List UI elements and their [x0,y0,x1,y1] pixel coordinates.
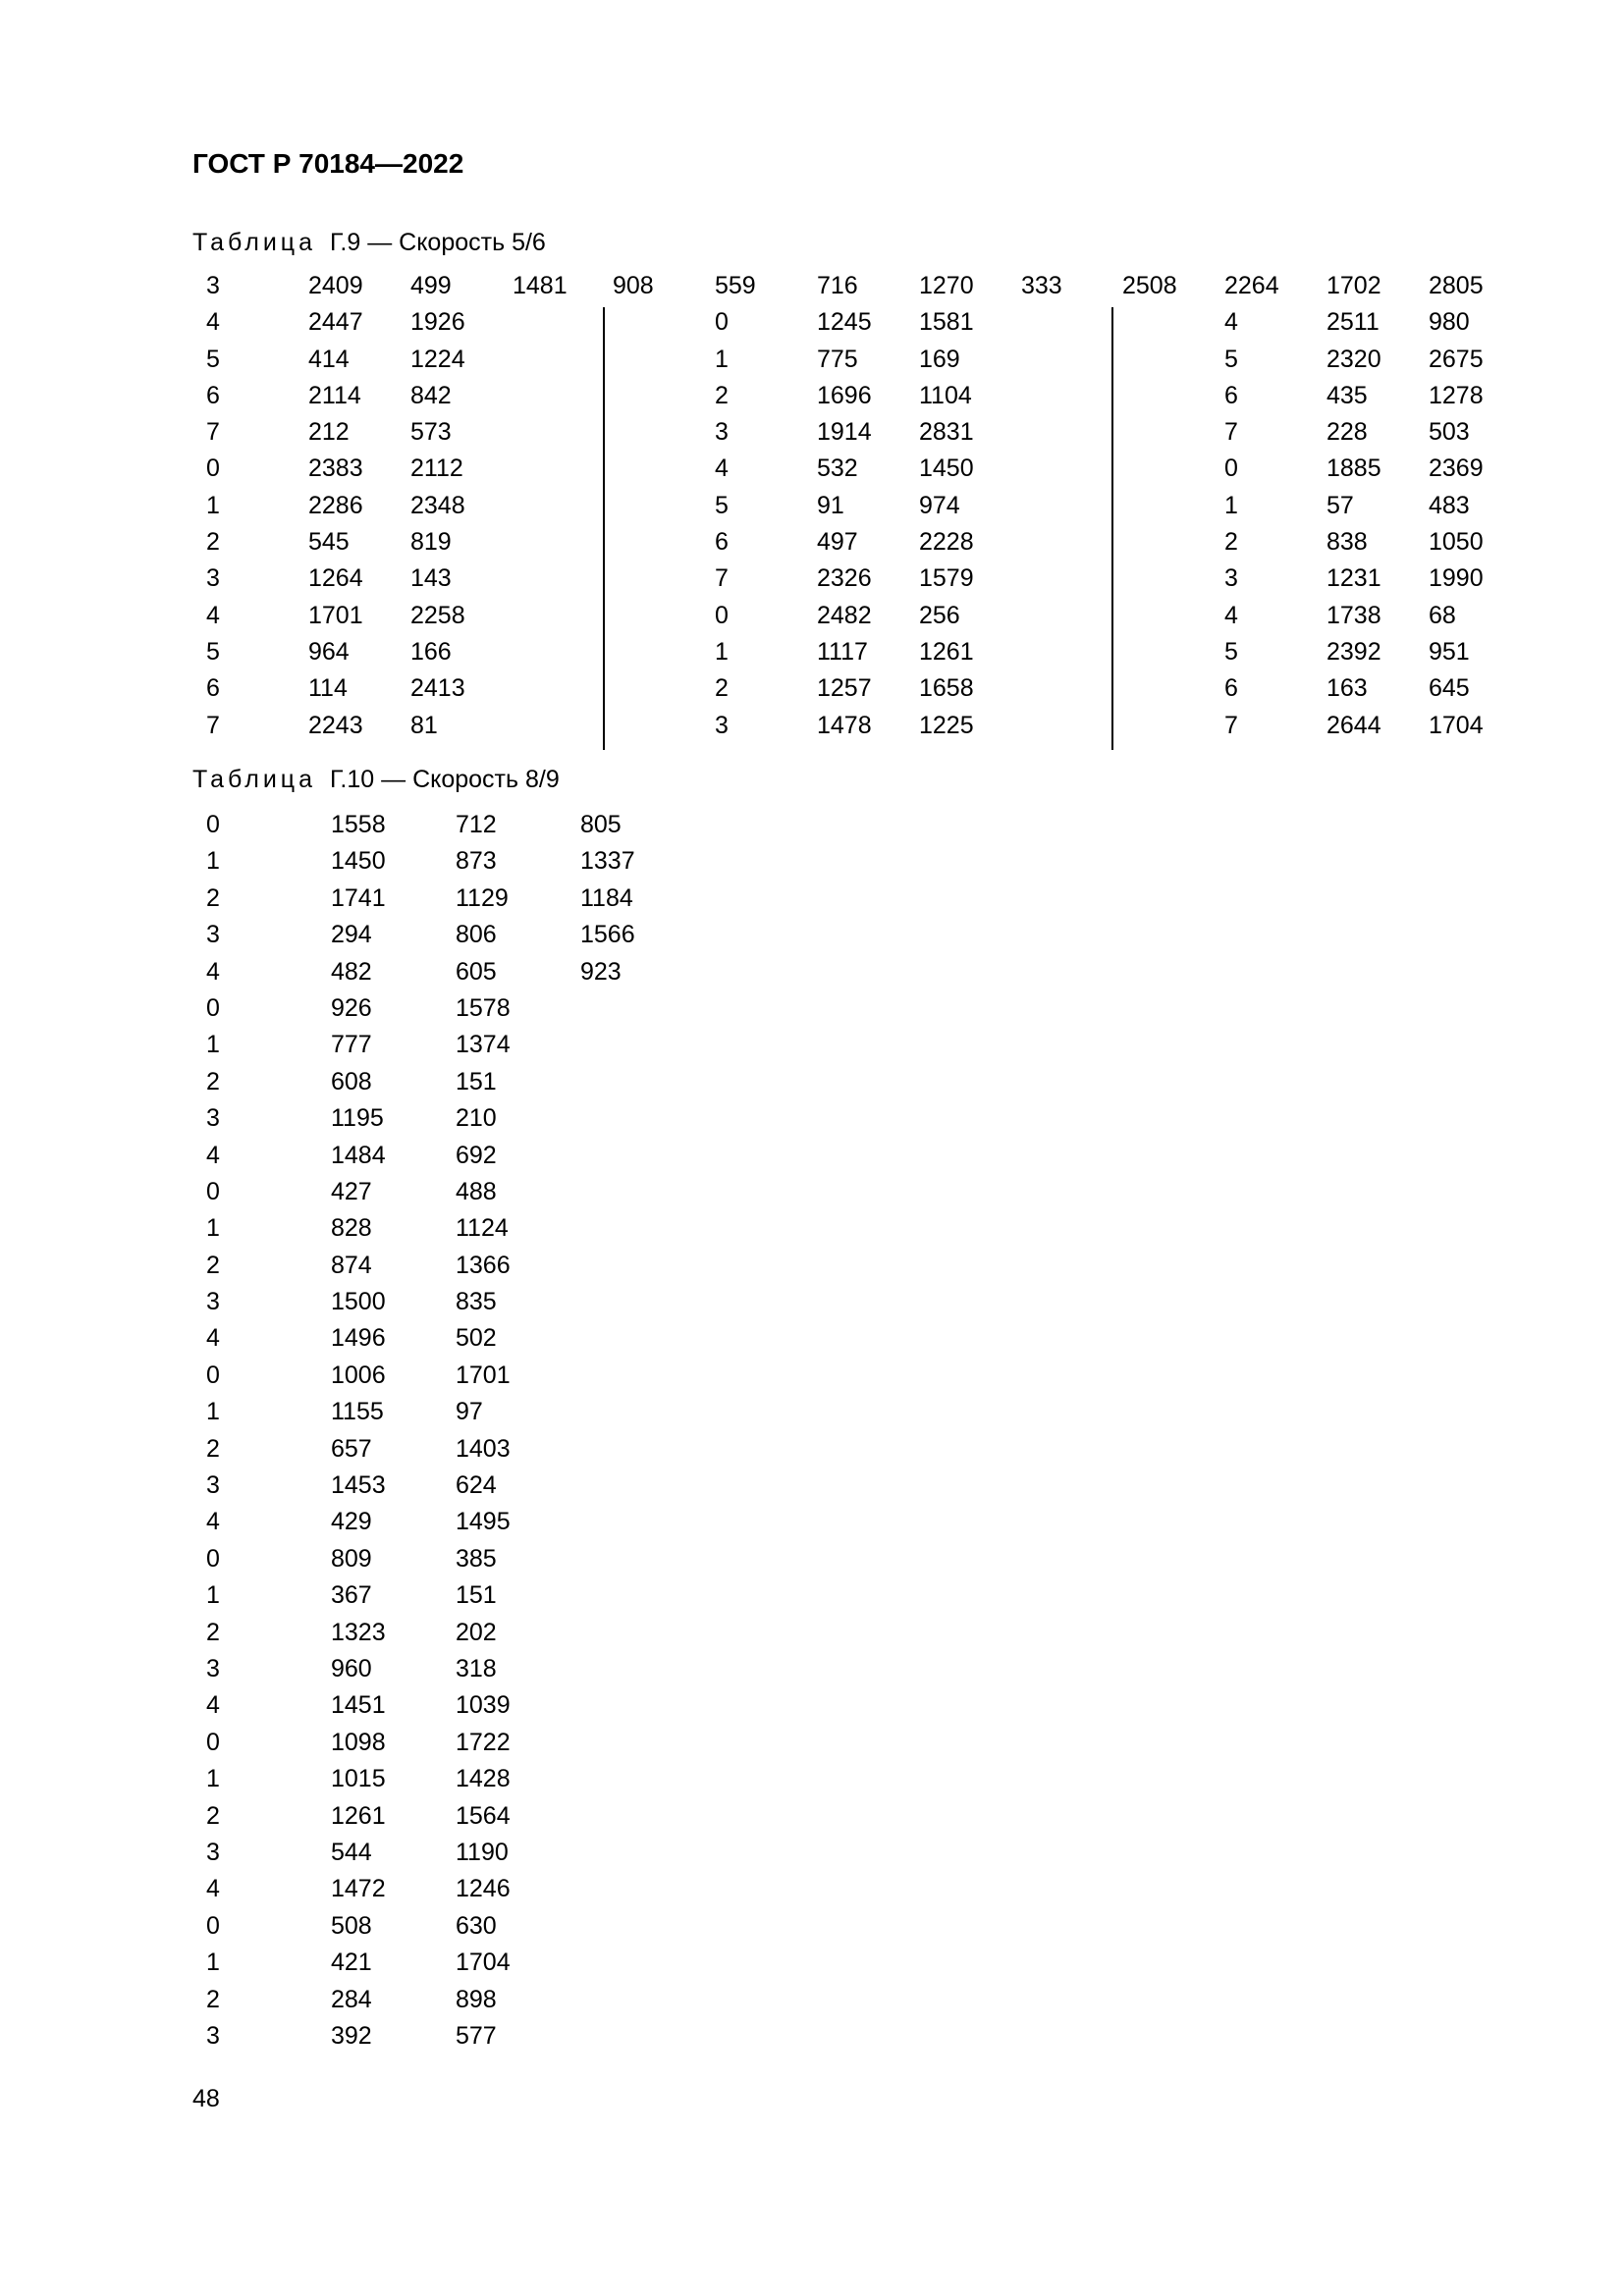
table-cell: 2 [206,1251,220,1279]
table-row [0,673,1624,710]
table-cell: 5 [1224,637,1238,666]
table-cell: 228 [1326,418,1368,447]
table-cell: 91 [817,491,844,519]
table-cell: 2369 [1429,454,1484,483]
table-row [0,417,1624,454]
table-cell: 951 [1429,637,1470,666]
table-cell: 819 [410,528,452,557]
table-cell: 532 [817,454,858,483]
table-cell: 2 [206,1801,220,1830]
column-separator-line [1111,307,1113,750]
table-row [0,1911,1624,1948]
table-row [0,307,1624,344]
table-cell: 624 [456,1471,497,1500]
table-cell: 874 [331,1251,372,1279]
table-cell: 1015 [331,1765,386,1793]
table-10-caption [192,766,560,794]
table-row [0,1397,1624,1433]
table-row [0,271,1624,307]
table-cell: 212 [308,418,350,447]
table-cell: 3 [206,1471,220,1500]
table-cell: 775 [817,345,858,373]
table-row [0,846,1624,882]
table-cell: 0 [206,1728,220,1756]
table-9 [0,271,1624,747]
table-cell: 1374 [456,1031,511,1059]
column-separator-line [603,307,605,750]
table-cell: 898 [456,1985,497,2013]
table-cell: 2409 [308,272,363,299]
table-row [0,2021,1624,2057]
table-cell: 385 [456,1544,497,1573]
table-cell: 1 [715,637,729,666]
table-cell: 2675 [1429,345,1484,373]
table-cell: 414 [308,345,350,373]
table-cell: 1231 [1326,564,1381,593]
table-cell: 1264 [308,564,363,593]
table-row [0,810,1624,846]
table-cell: 6 [206,674,220,703]
table-cell: 2447 [308,308,363,337]
table-cell: 1098 [331,1728,386,1756]
table-cell: 3 [206,564,220,593]
table-cell: 4 [206,1508,220,1536]
table-cell: 3 [206,1838,220,1866]
table-cell: 1246 [456,1875,511,1903]
table-cell: 1 [715,345,729,373]
table-cell: 645 [1429,674,1470,703]
table-cell: 427 [331,1177,372,1205]
table-cell: 573 [410,418,452,447]
table-row [0,345,1624,381]
table-cell: 630 [456,1911,497,1940]
table-cell: 1104 [919,381,972,409]
table-cell: 2 [715,674,729,703]
table-cell: 4 [206,1875,220,1903]
table-cell: 1484 [331,1141,386,1169]
table-cell: 1581 [919,308,974,337]
table-cell: 545 [308,528,350,557]
table-row [0,1985,1624,2021]
table-row [0,1618,1624,1654]
table-cell: 1658 [919,674,974,703]
table-cell: 1403 [456,1434,511,1463]
table-cell: 0 [715,601,729,629]
table-cell: 2348 [410,491,465,519]
table-row [0,883,1624,920]
table-row [0,1728,1624,1764]
table-cell: 1738 [1326,601,1381,629]
table-cell: 2644 [1326,711,1381,739]
table-cell: 1117 [817,637,868,666]
table-row [0,1361,1624,1397]
table-row [0,1287,1624,1323]
table-cell: 1450 [331,847,386,876]
table-cell: 1450 [919,454,974,483]
table-cell: 1451 [331,1691,386,1720]
table-cell: 482 [331,957,372,986]
table-cell: 1 [206,847,220,876]
table-cell: 2228 [919,528,974,557]
table-cell: 68 [1429,601,1456,629]
table-row [0,491,1624,527]
table-cell: 828 [331,1214,372,1243]
table-cell: 0 [206,1361,220,1389]
table-cell: 1481 [513,272,568,299]
table-cell: 1366 [456,1251,511,1279]
table-cell: 1278 [1429,381,1484,409]
table-cell: 0 [206,1544,220,1573]
table-cell: 838 [1326,528,1368,557]
table-cell: 1990 [1429,564,1484,593]
table-cell: 4 [206,1141,220,1169]
table-row [0,637,1624,673]
table-cell: 2508 [1122,272,1177,299]
table-cell: 605 [456,957,497,986]
table-cell: 256 [919,601,960,629]
table-cell: 1245 [817,308,872,337]
page-number: 48 [192,2085,220,2112]
table-row [0,1874,1624,1910]
table-cell: 7 [715,564,729,593]
table-row [0,1030,1624,1066]
table-cell: 1050 [1429,528,1484,557]
table-cell: 97 [456,1398,483,1426]
table-cell: 2 [206,1434,220,1463]
table-cell: 1914 [817,418,872,447]
table-cell: 2383 [308,454,363,483]
table-cell: 483 [1429,491,1470,519]
table-cell: 559 [715,272,756,299]
table-cell: 1 [206,1949,220,1977]
table-row [0,1141,1624,1177]
table-cell: 163 [1326,674,1368,703]
table-cell: 2 [206,1618,220,1646]
table-cell: 1579 [919,564,974,593]
table-cell: 6 [715,528,729,557]
table-cell: 1323 [331,1618,386,1646]
table-cell: 7 [1224,418,1238,447]
table-cell: 1195 [331,1104,384,1133]
table-cell: 2511 [1326,308,1380,337]
table-row [0,1544,1624,1580]
table-cell: 0 [715,308,729,337]
table-row [0,920,1624,956]
table-cell: 5 [206,345,220,373]
table-cell: 926 [331,993,372,1022]
table-row [0,1177,1624,1213]
table-row [0,1764,1624,1800]
table-cell: 367 [331,1581,372,1610]
table-cell: 3 [1224,564,1238,593]
table-cell: 2286 [308,491,363,519]
table-cell: 202 [456,1618,497,1646]
table-cell: 166 [410,637,452,666]
table-cell: 151 [456,1581,497,1610]
table-cell: 1224 [410,345,465,373]
table-9-caption-word: Таблица [192,229,317,256]
table-cell: 6 [206,381,220,409]
table-cell: 544 [331,1838,372,1866]
table-cell: 2413 [410,674,465,703]
table-cell: 1225 [919,711,974,739]
page-header: ГОСТ Р 70184—2022 [192,148,464,179]
table-cell: 1 [206,1398,220,1426]
table-cell: 3 [715,711,729,739]
table-cell: 3 [206,1104,220,1133]
table-cell: 0 [206,1911,220,1940]
table-cell: 2326 [817,564,872,593]
table-cell: 1006 [331,1361,386,1389]
table-cell: 716 [817,272,858,299]
table-cell: 806 [456,921,497,949]
table-cell: 1701 [308,601,363,629]
table-cell: 497 [817,528,858,557]
table-row [0,1948,1624,1984]
table-cell: 294 [331,921,372,949]
table-cell: 3 [206,2021,220,2050]
table-cell: 5 [1224,345,1238,373]
table-row [0,1801,1624,1838]
table-cell: 1 [206,1214,220,1243]
table-cell: 1566 [580,921,635,949]
table-cell: 1124 [456,1214,509,1243]
table-cell: 1261 [331,1801,386,1830]
table-cell: 960 [331,1654,372,1682]
table-cell: 114 [308,674,348,703]
table-row [0,1323,1624,1360]
table-row [0,1470,1624,1507]
table-cell: 2 [206,528,220,557]
table-row [0,711,1624,747]
table-cell: 1696 [817,381,872,409]
table-cell: 964 [308,637,350,666]
table-row [0,563,1624,600]
table-row [0,527,1624,563]
table-cell: 908 [613,272,654,299]
table-10-caption-text: Г.10 — Скорость 8/9 [329,766,560,793]
table-cell: 1 [1224,491,1238,519]
table-row [0,454,1624,490]
table-9-caption [192,229,546,257]
table-cell: 1704 [456,1949,511,1977]
table-cell: 2482 [817,601,872,629]
table-cell: 3 [715,418,729,447]
table-cell: 318 [456,1654,497,1682]
table-cell: 6 [1224,674,1238,703]
table-cell: 777 [331,1031,372,1059]
table-row [0,1251,1624,1287]
table-cell: 1190 [456,1838,509,1866]
table-cell: 1926 [410,308,465,337]
table-cell: 2320 [1326,345,1381,373]
table-cell: 429 [331,1508,372,1536]
table-cell: 3 [206,1288,220,1316]
table-row [0,1654,1624,1690]
table-10 [0,810,1624,2057]
table-cell: 0 [206,454,220,483]
table-row [0,381,1624,417]
table-cell: 4 [1224,308,1238,337]
table-cell: 4 [1224,601,1238,629]
table-cell: 2264 [1224,272,1279,299]
table-cell: 502 [456,1324,497,1353]
table-cell: 805 [580,811,622,838]
table-cell: 1039 [456,1691,511,1720]
table-cell: 842 [410,381,452,409]
table-cell: 2243 [308,711,363,739]
table-cell: 1155 [331,1398,384,1426]
table-cell: 1257 [817,674,872,703]
table-cell: 3 [206,921,220,949]
table-cell: 5 [206,637,220,666]
table-cell: 7 [206,711,220,739]
table-cell: 974 [919,491,960,519]
table-cell: 2392 [1326,637,1381,666]
table-cell: 2 [206,883,220,912]
table-cell: 392 [331,2021,372,2050]
table-cell: 4 [715,454,729,483]
table-cell: 2 [715,381,729,409]
table-cell: 508 [331,1911,372,1940]
table-cell: 4 [206,308,220,337]
table-cell: 81 [410,711,438,739]
table-cell: 6 [1224,381,1238,409]
table-cell: 1184 [580,883,633,912]
table-cell: 1 [206,1765,220,1793]
table-row [0,1838,1624,1874]
table-cell: 503 [1429,418,1470,447]
table-row [0,1580,1624,1617]
table-cell: 1741 [331,883,386,912]
table-cell: 1558 [331,811,386,838]
table-cell: 1495 [456,1508,511,1536]
table-cell: 2 [1224,528,1238,557]
table-row [0,957,1624,993]
table-cell: 151 [456,1067,497,1095]
table-cell: 1701 [456,1361,511,1389]
table-cell: 3 [206,1654,220,1682]
table-cell: 1270 [919,272,974,299]
table-cell: 7 [1224,711,1238,739]
table-cell: 1564 [456,1801,511,1830]
table-cell: 1496 [331,1324,386,1353]
table-cell: 809 [331,1544,372,1573]
table-cell: 7 [206,418,220,447]
table-cell: 0 [1224,454,1238,483]
table-cell: 608 [331,1067,372,1095]
table-cell: 657 [331,1434,372,1463]
table-cell: 1578 [456,993,511,1022]
table-cell: 3 [206,272,220,299]
table-cell: 1453 [331,1471,386,1500]
table-cell: 0 [206,1177,220,1205]
table-cell: 2258 [410,601,465,629]
table-cell: 1129 [456,883,509,912]
table-cell: 488 [456,1177,497,1205]
table-cell: 2805 [1429,272,1484,299]
table-cell: 4 [206,601,220,629]
table-cell: 835 [456,1288,497,1316]
table-cell: 210 [456,1104,497,1133]
table-cell: 421 [331,1949,372,1977]
table-cell: 712 [456,811,497,838]
table-cell: 1 [206,1031,220,1059]
table-cell: 1885 [1326,454,1381,483]
table-10-caption-word: Таблица [192,766,317,793]
table-cell: 4 [206,1324,220,1353]
table-cell: 1478 [817,711,872,739]
table-row [0,1690,1624,1727]
table-cell: 169 [919,345,960,373]
table-9-caption-text: Г.9 — Скорость 5/6 [329,229,546,256]
table-cell: 0 [206,811,220,838]
table-cell: 1337 [580,847,635,876]
table-cell: 333 [1021,272,1062,299]
table-cell: 1500 [331,1288,386,1316]
table-cell: 0 [206,993,220,1022]
table-cell: 1702 [1326,272,1381,299]
table-cell: 923 [580,957,622,986]
table-cell: 1428 [456,1765,511,1793]
table-row [0,1067,1624,1103]
table-row [0,1103,1624,1140]
table-cell: 2112 [410,454,463,483]
table-cell: 2831 [919,418,974,447]
table-cell: 4 [206,1691,220,1720]
table-cell: 57 [1326,491,1354,519]
table-cell: 577 [456,2021,497,2050]
table-cell: 2114 [308,381,361,409]
table-row [0,1507,1624,1543]
table-cell: 5 [715,491,729,519]
table-row [0,1213,1624,1250]
table-cell: 435 [1326,381,1368,409]
table-cell: 143 [410,564,452,593]
table-cell: 1472 [331,1875,386,1903]
table-cell: 2 [206,1985,220,2013]
table-row [0,993,1624,1030]
table-cell: 873 [456,847,497,876]
table-cell: 1 [206,491,220,519]
table-cell: 692 [456,1141,497,1169]
table-cell: 1261 [919,637,974,666]
table-cell: 499 [410,272,452,299]
table-cell: 1722 [456,1728,511,1756]
table-row [0,601,1624,637]
table-cell: 1704 [1429,711,1484,739]
table-row [0,1434,1624,1470]
table-cell: 1 [206,1581,220,1610]
table-cell: 2 [206,1067,220,1095]
table-cell: 4 [206,957,220,986]
table-cell: 284 [331,1985,372,2013]
table-cell: 980 [1429,308,1470,337]
